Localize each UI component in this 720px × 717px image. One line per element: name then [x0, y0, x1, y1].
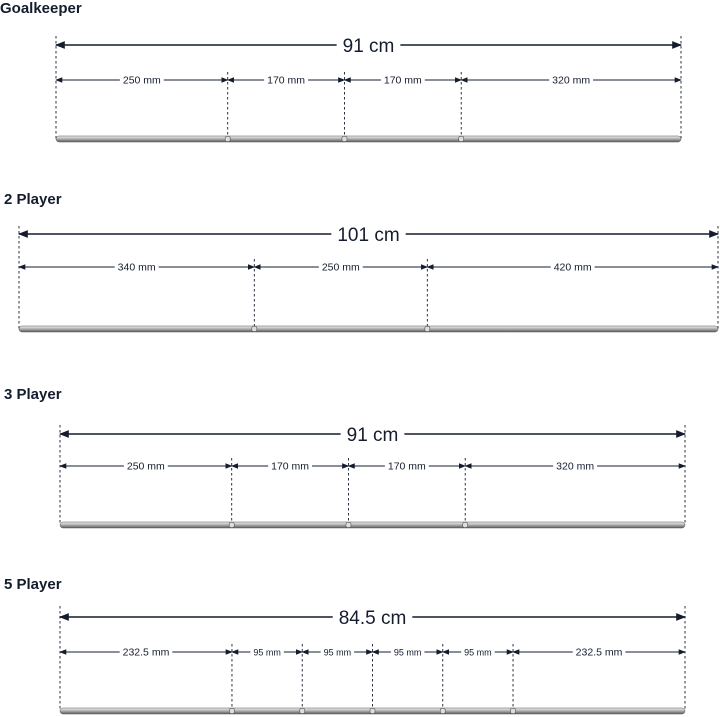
figure-mount-point: [300, 709, 305, 714]
rod-title: Goalkeeper: [0, 0, 82, 17]
segment-label: 320 mm: [556, 460, 595, 473]
segment-label: 170 mm: [267, 74, 306, 87]
rod-goalkeeper: [0, 0, 681, 142]
total-length-label: 101 cm: [337, 225, 400, 246]
segment-label: 250 mm: [122, 74, 161, 87]
figure-mount-point: [463, 523, 468, 528]
rod-5-player: [4, 576, 685, 714]
rod-shaft: [60, 522, 685, 528]
figure-mount-point: [342, 137, 347, 142]
segment-dimensions: [60, 647, 685, 659]
segment-label: 340 mm: [117, 261, 156, 274]
figure-mount-point: [252, 327, 257, 332]
segment-label: 250 mm: [321, 261, 360, 274]
rod-title: 2 Player: [4, 191, 62, 208]
total-length-label: 91 cm: [346, 425, 399, 446]
figure-mount-point: [229, 523, 234, 528]
segment-label: 95 mm: [464, 647, 492, 658]
segment-label: 232.5 mm: [575, 646, 623, 659]
rod-bar: [56, 136, 681, 142]
segment-label: 95 mm: [253, 647, 281, 658]
figure-mount-point: [370, 709, 375, 714]
segment-label: 250 mm: [126, 460, 165, 473]
figure-mount-point: [459, 137, 464, 142]
rod-3-player: [4, 386, 685, 528]
segment-dimensions: [19, 262, 718, 274]
figure-mount-point: [425, 327, 430, 332]
figure-mount-point: [511, 709, 516, 714]
segment-label: 95 mm: [323, 647, 352, 658]
total-length-label: 84.5 cm: [338, 608, 407, 629]
segment-label: 170 mm: [383, 74, 422, 87]
rod-bar: [19, 326, 718, 332]
segment-dimensions: [56, 75, 681, 87]
rod-title: 5 Player: [4, 576, 62, 593]
rod-title: 3 Player: [4, 386, 62, 403]
figure-mount-point: [225, 137, 230, 142]
rod-bar: [60, 522, 685, 528]
segment-dimensions: [60, 461, 685, 473]
segment-label: 170 mm: [387, 460, 426, 473]
rod-2-player: [4, 191, 718, 332]
total-length-label: 91 cm: [342, 36, 395, 57]
segment-label: 95 mm: [393, 647, 422, 658]
figure-mount-point: [346, 523, 351, 528]
rod-shaft: [56, 136, 681, 142]
figure-mount-point: [229, 709, 234, 714]
figure-mount-point: [440, 709, 445, 714]
segment-label: 320 mm: [552, 74, 591, 87]
rod-bar: [60, 708, 685, 714]
rod-shaft: [19, 326, 718, 332]
segment-label: 420 mm: [553, 261, 592, 274]
segment-label: 170 mm: [271, 460, 310, 473]
segment-label: 232.5 mm: [122, 646, 170, 659]
